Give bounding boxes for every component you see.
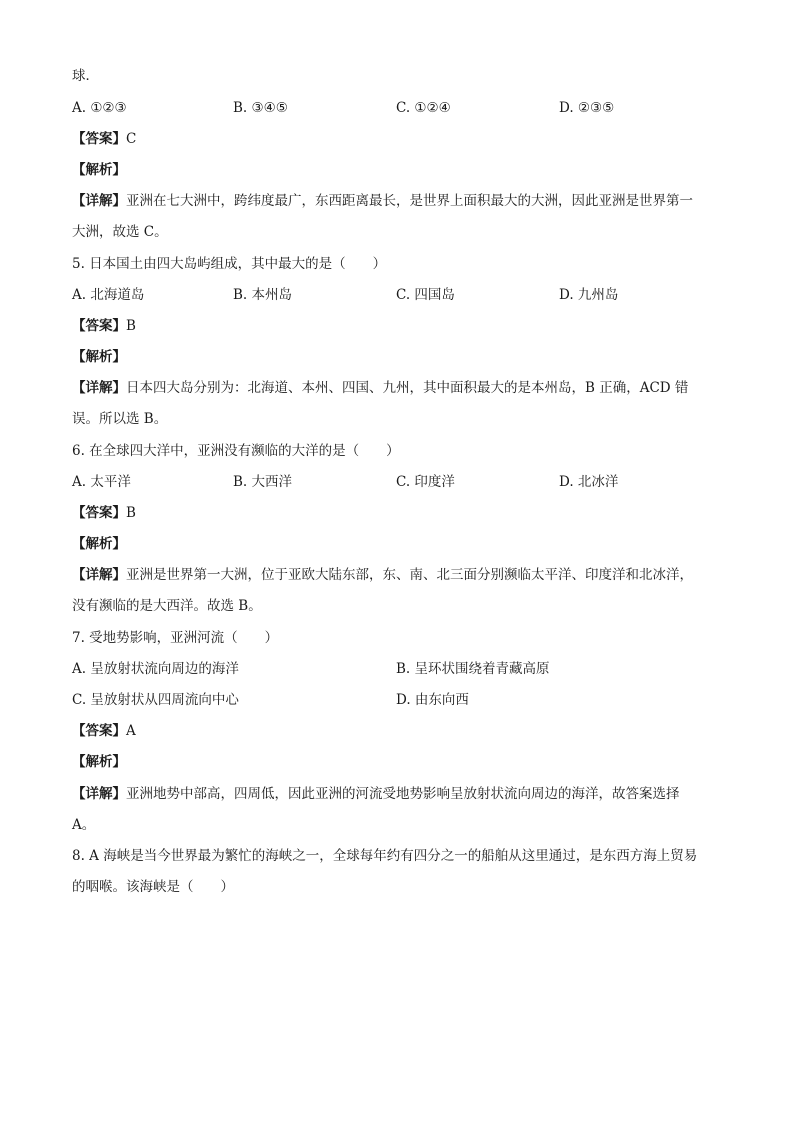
analysis-tag: 【解析】: [72, 754, 126, 770]
option-c: C. 印度洋: [396, 474, 455, 490]
answer-tag: 【答案】: [72, 723, 126, 739]
option-d: D. 由东向西: [396, 692, 469, 708]
answer-value: B: [126, 318, 136, 334]
question-7: 7. 受地势影响，亚洲河流（ ）: [72, 630, 279, 646]
answer-line: [72, 129, 136, 149]
detail-tag: 【详解】: [72, 193, 126, 209]
detail-line: 大洲，故选 C。: [72, 224, 168, 240]
answer-line: [72, 316, 136, 336]
answer-tag: 【答案】: [72, 318, 126, 334]
detail-text: 亚洲地势中部高，四周低，因此亚洲的河流受地势影响呈放射状流向周边的海洋，故答案选择: [126, 786, 680, 802]
detail-line: A。: [72, 817, 96, 833]
option-a: A. 呈放射状流向周边的海洋: [72, 661, 239, 677]
answer-value: B: [126, 505, 136, 521]
option-b: B. ③④⑤: [233, 100, 288, 116]
answer-value: C: [126, 131, 137, 147]
option-a: A. 太平洋: [72, 474, 131, 490]
option-b: B. 本州岛: [233, 287, 293, 303]
detail-line: [72, 784, 680, 804]
option-d: D. 北冰洋: [559, 474, 619, 490]
answer-value: A: [126, 723, 136, 739]
option-c: C. ①②④: [396, 100, 451, 116]
analysis-tag: 【解析】: [72, 349, 126, 365]
question-8: 8. A 海峡是当今世界最为繁忙的海峡之一，全球每年约有四分之一的船舶从这里通过，是东西方海上贸易: [72, 848, 698, 864]
detail-line: 误。所以选 B。: [72, 411, 168, 427]
detail-line: 没有濒临的是大西洋。故选 B。: [72, 598, 262, 614]
detail-line: [72, 191, 693, 211]
detail-text: 亚洲是世界第一大洲，位于亚欧大陆东部，东、南、北三面分别濒临太平洋、印度洋和北冰洋，: [126, 567, 693, 583]
answer-tag: 【答案】: [72, 505, 126, 521]
option-b: B. 呈环状围绕着青藏高原: [396, 661, 550, 677]
option-c: C. 四国岛: [396, 287, 455, 303]
question-6: 6. 在全球四大洋中，亚洲没有濒临的大洋的是（ ）: [72, 443, 400, 459]
option-a: A. 北海道岛: [72, 287, 145, 303]
option-d: D. ②③⑤: [559, 100, 615, 116]
answer-line: [72, 721, 136, 741]
detail-text: 亚洲在七大洲中，跨纬度最广，东西距离最长，是世界上面积最大的大洲，因此亚洲是世界第一: [126, 193, 693, 209]
option-a: A. ①②③: [72, 100, 127, 116]
detail-tag: 【详解】: [72, 380, 126, 396]
detail-text: 日本四大岛分别为：北海道、本州、四国、九州，其中面积最大的是本州岛，B 正确，ACD 错: [126, 380, 689, 396]
answer-tag: 【答案】: [72, 131, 126, 147]
detail-line: [72, 378, 688, 398]
detail-tag: 【详解】: [72, 786, 126, 802]
detail-line: [72, 565, 693, 585]
option-b: B. 大西洋: [233, 474, 293, 490]
analysis-tag: 【解析】: [72, 536, 126, 552]
detail-tag: 【详解】: [72, 567, 126, 583]
question-5: 5. 日本国土由四大岛屿组成，其中最大的是（ ）: [72, 256, 387, 272]
analysis-tag: 【解析】: [72, 162, 126, 178]
text-line: 球．: [72, 68, 99, 84]
answer-line: [72, 503, 136, 523]
question-8-cont: 的咽喉。该海峡是（ ）: [72, 879, 234, 895]
option-d: D. 九州岛: [559, 287, 619, 303]
option-c: C. 呈放射状从四周流向中心: [72, 692, 239, 708]
